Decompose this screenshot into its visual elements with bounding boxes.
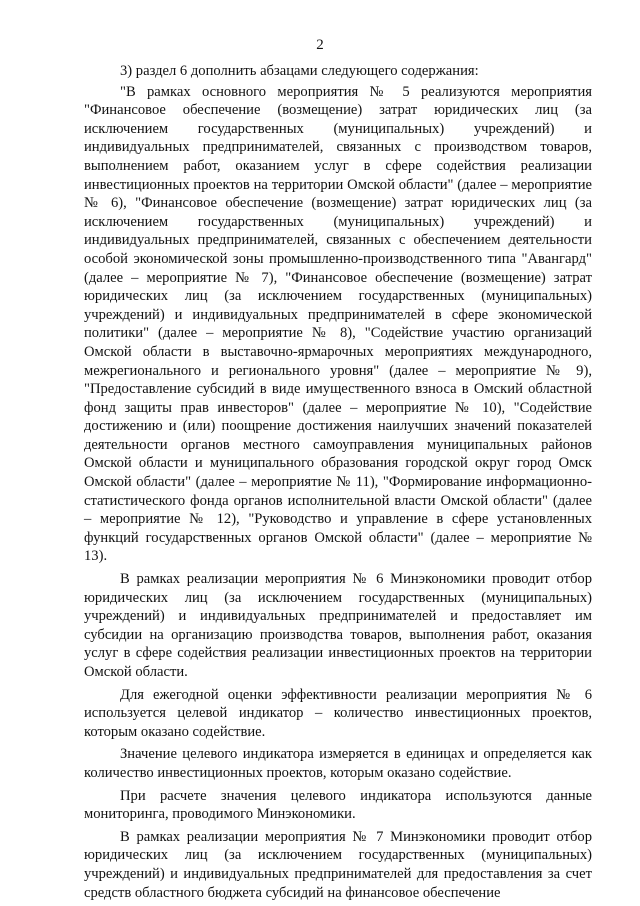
paragraph-indicator-units: Значение целевого индикатора измеряется в единицах и определяется как количество инвестиционных проектов, которым оказано содействие. [84, 746, 592, 781]
document-body [84, 62, 592, 906]
paragraph-measures-list: "В рамках основного мероприятия № 5 реализуются мероприятия "Финансовое обеспечение (возмещение) затрат юридических лиц (за исключением государственных (муниципальных) учреждений) и индивидуальных предпринимателей, связанных с производством товаров, выполнением работ, оказанием услуг в сфере содействия реализации инвестиционных проектов на территории Омской области" (далее – мероприятие № 6), "Финансовое обеспечение (возмещение) затрат юридических лиц (за исключением государственных (муниципальных) учреждений) и индивидуальных предпринимателей, связанных с обеспечением деятельности особой экономической зоны промышленно-производственного типа "Авангард" (далее – мероприятие № 7), "Финансовое обеспечение (возмещение) затрат юридических лиц (за исключением государственных (муниципальных) учреждений) и индивидуальных предпринимателей в сфере экономической политики" (далее – мероприятие № 8), "Содействие участию организаций Омской области в выставочно-ярмарочных мероприятиях международного, межрегионального и регионального уровня" (далее – мероприятие № 9), "Предоставление субсидий в виде имущественного взноса в Омский областной фонд защиты прав инвесторов" (далее – мероприятие № 10), "Содействие достижению и (или) поощрение достижения наилучших значений показателей деятельности органов местного самоуправления муниципальных районов Омской области и муниципального образования городской округ город Омск Омской области" (далее – мероприятие № 11), "Формирование информационно-статистического фонда органов исполнительной власти Омской области" (далее – мероприятие № 12), "Руководство и управление в сфере установленных функций государственных органов Омской области" (далее – мероприятие № 13). [84, 83, 592, 565]
paragraph-section-intro: 3) раздел 6 дополнить абзацами следующего содержания: [120, 63, 479, 79]
page-number: 2 [316, 37, 324, 53]
paragraph-measure-7-selection: В рамках реализации мероприятия № 7 Минэкономики проводит отбор юридических лиц (за исключением государственных (муниципальных) учреждений) и индивидуальных предпринимателей для предоставления за счет средств областного бюджета субсидий на финансовое обеспечение [84, 828, 592, 901]
paragraph-measure-6-selection: В рамках реализации мероприятия № 6 Минэкономики проводит отбор юридических лиц (за исключением государственных (муниципальных) учреждений) и индивидуальных предпринимателей и предоставляет им субсидии на организацию производства товаров, выполнения работ, оказания услуг в сфере содействия реализации инвестиционных проектов на территории Омской области. [84, 571, 592, 680]
paragraph-indicator-monitoring: При расчете значения целевого индикатора используются данные мониторинга, проводимого Минэкономики. [84, 787, 592, 823]
paragraph-measure-6-indicator: Для ежегодной оценки эффективности реализации мероприятия № 6 используется целевой индикатор – количество инвестиционных проектов, которым оказано содействие. [84, 686, 592, 740]
